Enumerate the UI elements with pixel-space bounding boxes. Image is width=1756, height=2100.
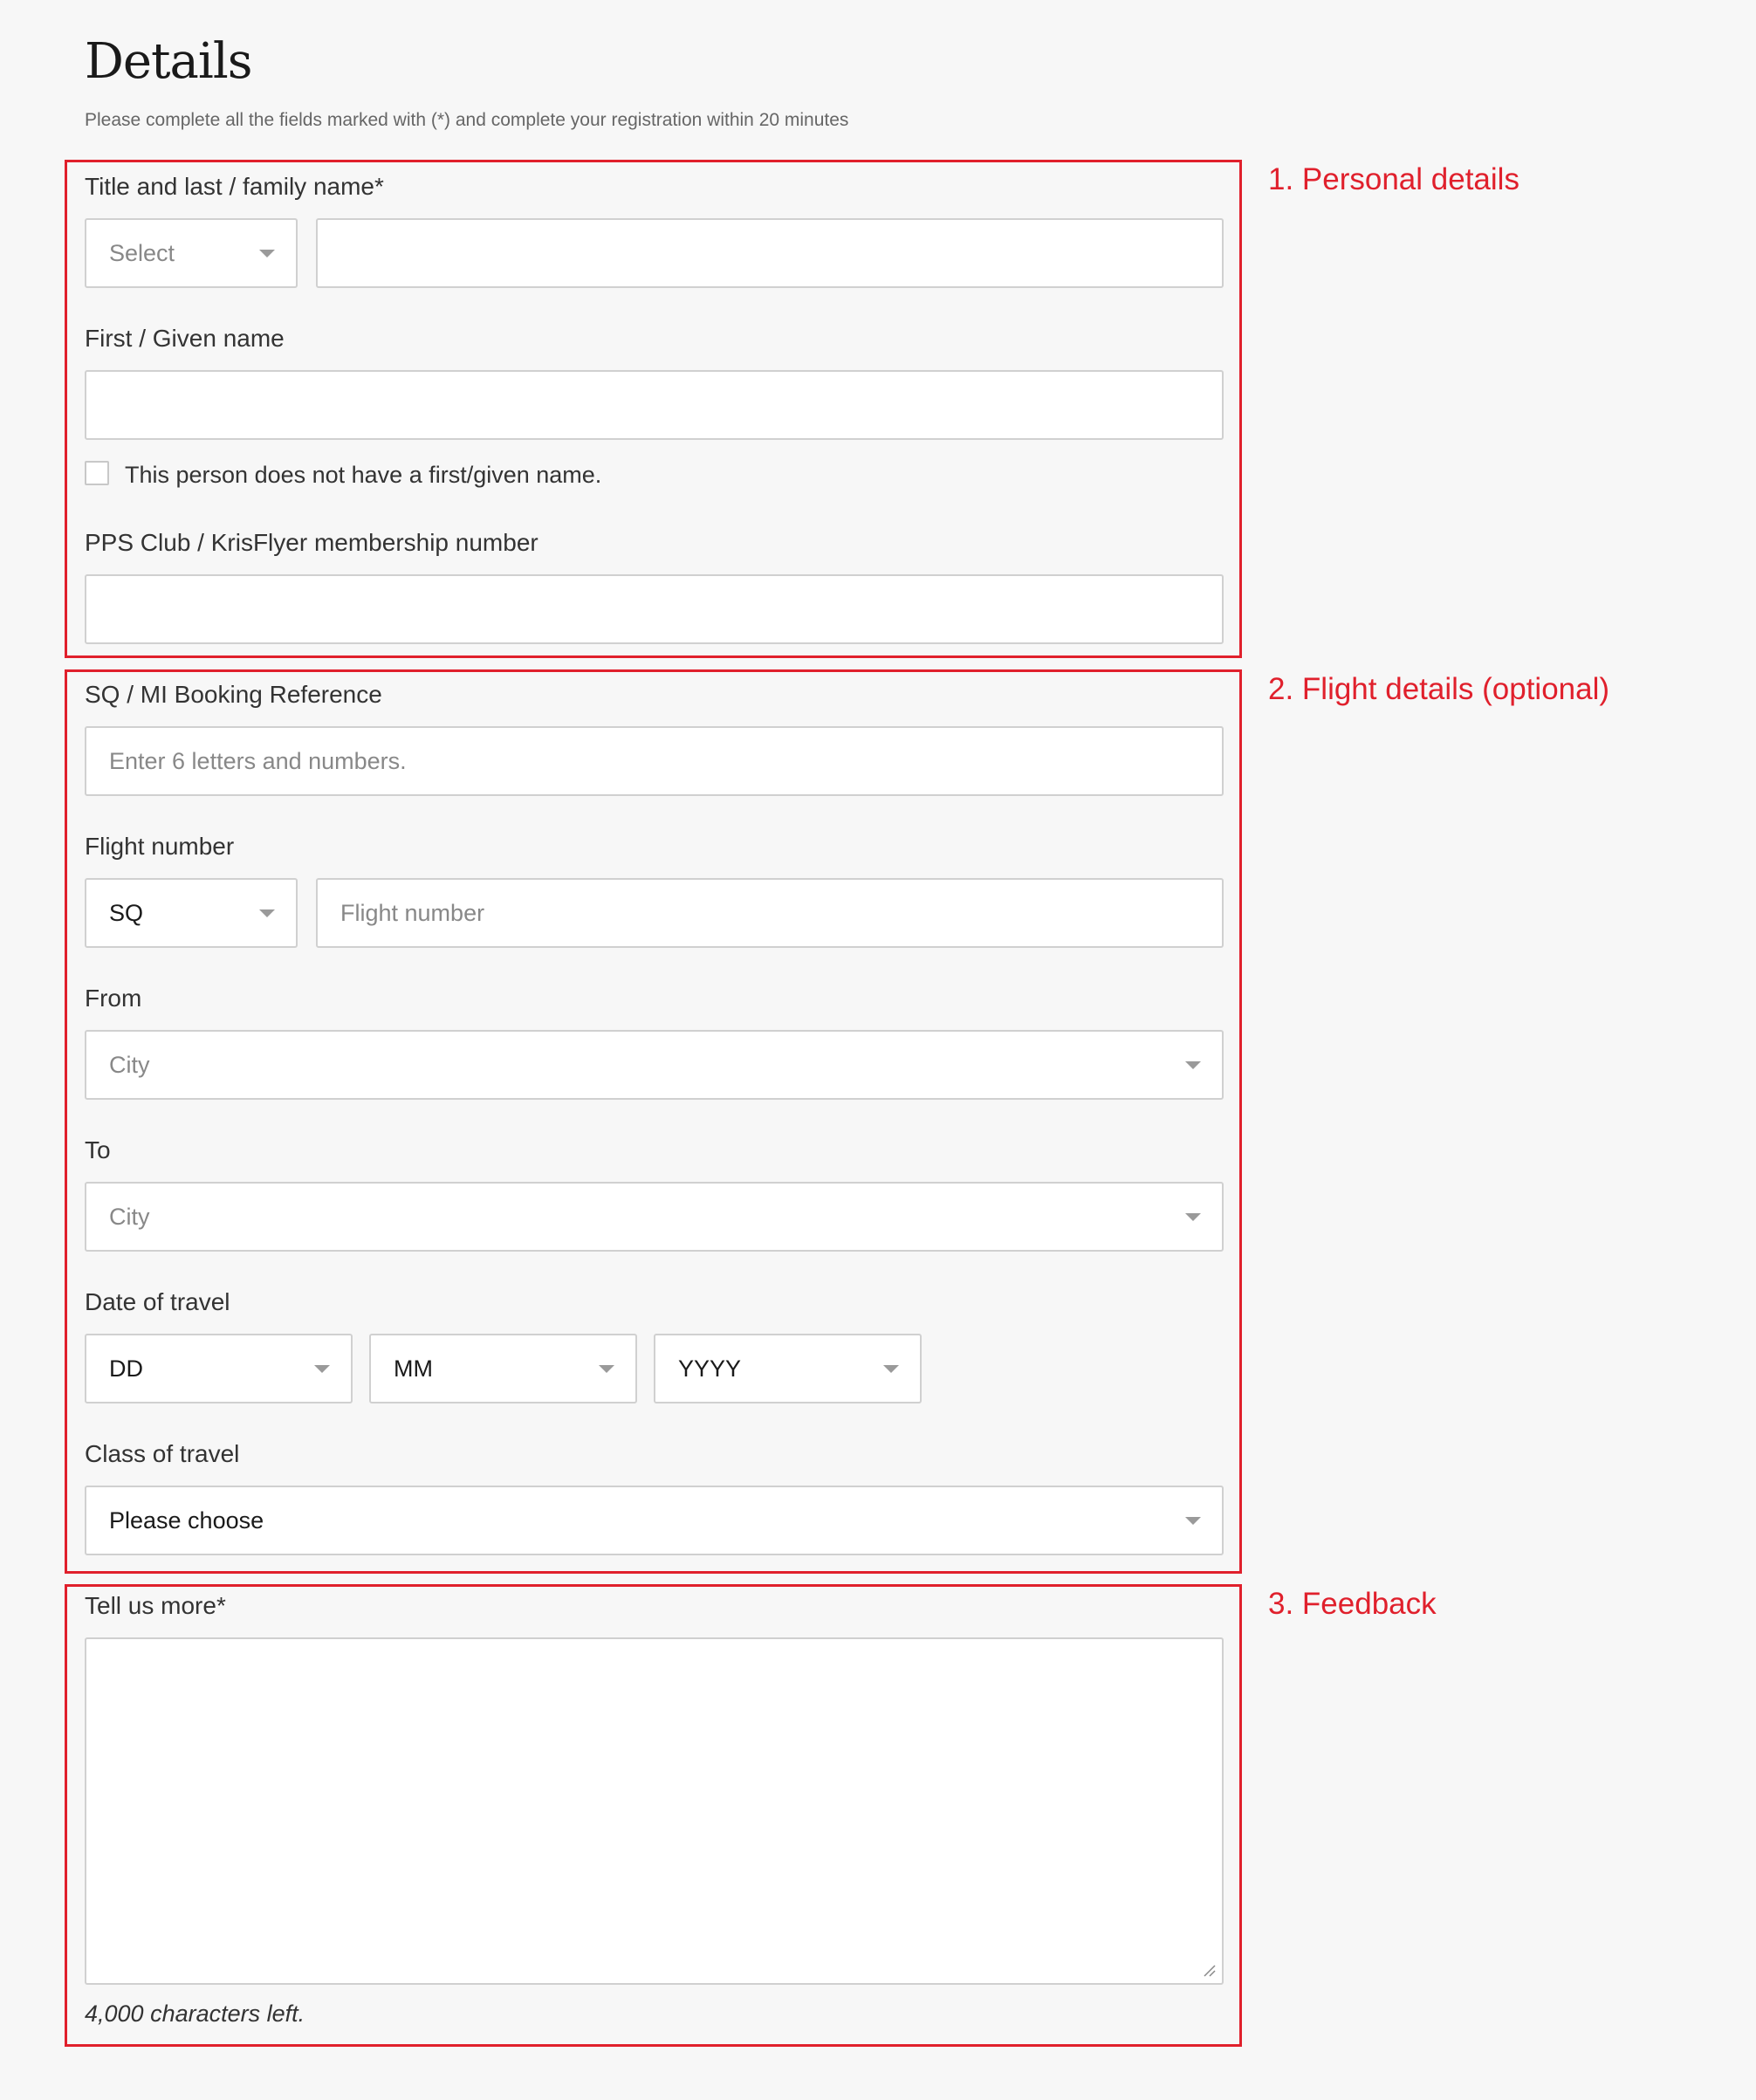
title-select[interactable]	[85, 218, 298, 288]
membership-label: PPS Club / KrisFlyer membership number	[85, 529, 538, 556]
airline-select-value: SQ	[109, 899, 144, 926]
airline-select[interactable]	[85, 878, 298, 948]
membership-number-input[interactable]	[85, 574, 1224, 644]
class-of-travel-select[interactable]	[85, 1486, 1224, 1555]
annotation-label-flight: 2. Flight details (optional)	[1268, 672, 1610, 706]
to-city-placeholder: City	[109, 1203, 150, 1230]
year-select-value: YYYY	[678, 1355, 742, 1382]
booking-reference-label: SQ / MI Booking Reference	[85, 681, 382, 708]
feedback-textarea[interactable]	[85, 1637, 1224, 1985]
year-select[interactable]	[654, 1334, 922, 1403]
class-of-travel-label: Class of travel	[85, 1440, 240, 1467]
class-of-travel-value: Please choose	[109, 1506, 264, 1534]
title-select-value: Select	[109, 239, 175, 266]
booking-reference-placeholder: Enter 6 letters and numbers.	[109, 747, 407, 774]
chevron-down-icon	[1185, 1061, 1201, 1069]
from-label: From	[85, 985, 142, 1012]
chevron-down-icon	[259, 250, 275, 257]
chevron-down-icon	[314, 1365, 330, 1373]
chevron-down-icon	[599, 1365, 614, 1373]
chevron-down-icon	[1185, 1213, 1201, 1221]
month-select-value: MM	[394, 1355, 433, 1382]
day-select-value: DD	[109, 1355, 143, 1382]
no-first-name-checkbox-label[interactable]: This person does not have a first/given name.	[125, 462, 602, 488]
page-subtitle: Please complete all the fields marked with (*) and complete your registration within 20 minutes	[85, 110, 849, 130]
annotation-label-feedback: 3. Feedback	[1268, 1587, 1437, 1621]
first-name-input[interactable]	[85, 370, 1224, 440]
booking-reference-input[interactable]	[85, 726, 1224, 796]
month-select[interactable]	[369, 1334, 637, 1403]
first-name-label: First / Given name	[85, 325, 285, 352]
flight-number-label: Flight number	[85, 833, 235, 860]
title-name-label: Title and last / family name*	[85, 173, 384, 200]
from-city-select[interactable]	[85, 1030, 1224, 1100]
chevron-down-icon	[259, 909, 275, 917]
chevron-down-icon	[1185, 1517, 1201, 1525]
to-city-select[interactable]	[85, 1182, 1224, 1252]
chevron-down-icon	[883, 1365, 899, 1373]
annotation-label-personal: 1. Personal details	[1268, 162, 1519, 196]
flight-number-placeholder: Flight number	[340, 899, 485, 926]
resize-handle-icon[interactable]	[1201, 1962, 1217, 1978]
page-title: Details	[85, 33, 252, 90]
no-first-name-checkbox[interactable]	[85, 461, 109, 485]
date-of-travel-label: Date of travel	[85, 1288, 230, 1315]
characters-left-counter: 4,000 characters left.	[85, 2000, 305, 2027]
flight-number-input[interactable]	[316, 878, 1224, 948]
feedback-label: Tell us more*	[85, 1592, 226, 1619]
last-name-input[interactable]	[316, 218, 1224, 288]
to-label: To	[85, 1136, 111, 1163]
annotation-box-flight	[65, 669, 1242, 1574]
from-city-placeholder: City	[109, 1051, 150, 1078]
day-select[interactable]	[85, 1334, 353, 1403]
